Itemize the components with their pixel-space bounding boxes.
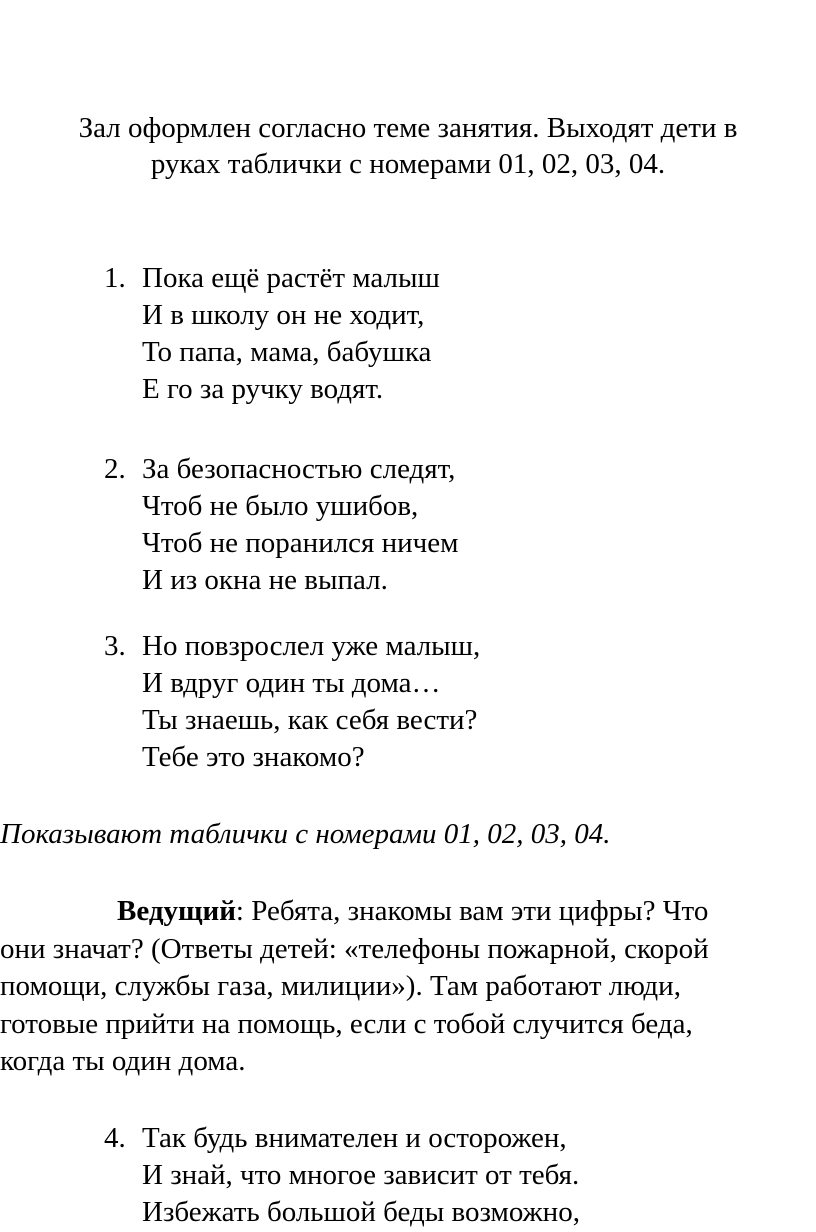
stanza-text: Но повзрослел уже малыш, xyxy=(142,630,481,662)
stanza-text: За безопасностью следят, xyxy=(142,453,456,485)
stanza-line xyxy=(104,1194,804,1231)
stanza-line xyxy=(104,371,804,408)
stanza-text: То папа, мама, бабушка xyxy=(142,336,432,368)
stanza-text: И из окна не выпал. xyxy=(142,564,388,596)
speaker-colon: : xyxy=(235,895,244,927)
intro-line: руках таблички с номерами 01, 02, 03, 04. xyxy=(150,148,666,180)
stanza-line xyxy=(104,665,804,702)
stanza-text: Е го за ручку водят. xyxy=(142,373,384,405)
stanza-line xyxy=(104,451,804,488)
stanza-line xyxy=(104,260,804,297)
intro-paragraph xyxy=(0,110,816,182)
stanza-4 xyxy=(104,1120,804,1231)
stanza-text: И в школу он не ходит, xyxy=(142,299,425,331)
presenter-line: помощи, службы газа, милиции»). Там работают люди, xyxy=(0,970,681,1002)
stanza-text: И вдруг один ты дома… xyxy=(142,667,441,699)
stanza-text: Чтоб не было ушибов, xyxy=(142,490,419,522)
stanza-text: Чтоб не поранился ничем xyxy=(142,527,459,559)
stanza-line xyxy=(104,1157,804,1194)
stanza-text: Избежать большой беды возможно, xyxy=(142,1196,580,1228)
stanza-line xyxy=(104,334,804,371)
stanza-text: Ты знаешь, как себя вести? xyxy=(142,704,478,736)
presenter-line xyxy=(0,893,816,931)
stanza-text: Тебе это знакомо? xyxy=(142,741,365,773)
stanza-line xyxy=(104,488,804,525)
intro-line: Зал оформлен согласно теме занятия. Выходят дети в xyxy=(78,112,738,144)
presenter-line: готовые прийти на помощь, если с тобой случится беда, xyxy=(0,1007,693,1040)
stanza-1 xyxy=(104,260,804,408)
presenter-paragraph xyxy=(0,893,816,1081)
stanza-text: Пока ещё растёт малыш xyxy=(142,262,440,294)
stage-direction: Показывают таблички с номерами 01, 02, 03, 04. xyxy=(0,818,611,850)
stanza-line xyxy=(104,1120,804,1157)
stanza-line xyxy=(104,297,804,334)
stanza-text: И знай, что многое зависит от тебя. xyxy=(142,1159,580,1191)
stanza-line xyxy=(104,739,804,776)
presenter-line: когда ты один дома. xyxy=(0,1045,246,1077)
presenter-text: Ребята, знакомы вам эти цифры? Что xyxy=(243,895,709,927)
stanza-number: 1. xyxy=(104,262,126,294)
stanza-number: 4. xyxy=(104,1122,126,1154)
stanza-line xyxy=(104,562,804,599)
stanza-line xyxy=(104,702,804,739)
stanza-line xyxy=(104,628,804,665)
stanza-3 xyxy=(104,628,804,776)
stanza-line xyxy=(104,525,804,562)
stanza-number: 3. xyxy=(104,630,126,662)
stanza-2 xyxy=(104,451,804,599)
speaker-name: Ведущий xyxy=(117,895,236,927)
stanza-number: 2. xyxy=(104,453,126,485)
presenter-line: они значат? (Ответы детей: «телефоны пожарной, скорой xyxy=(0,932,709,965)
stanza-text: Так будь внимателен и осторожен, xyxy=(142,1122,567,1154)
